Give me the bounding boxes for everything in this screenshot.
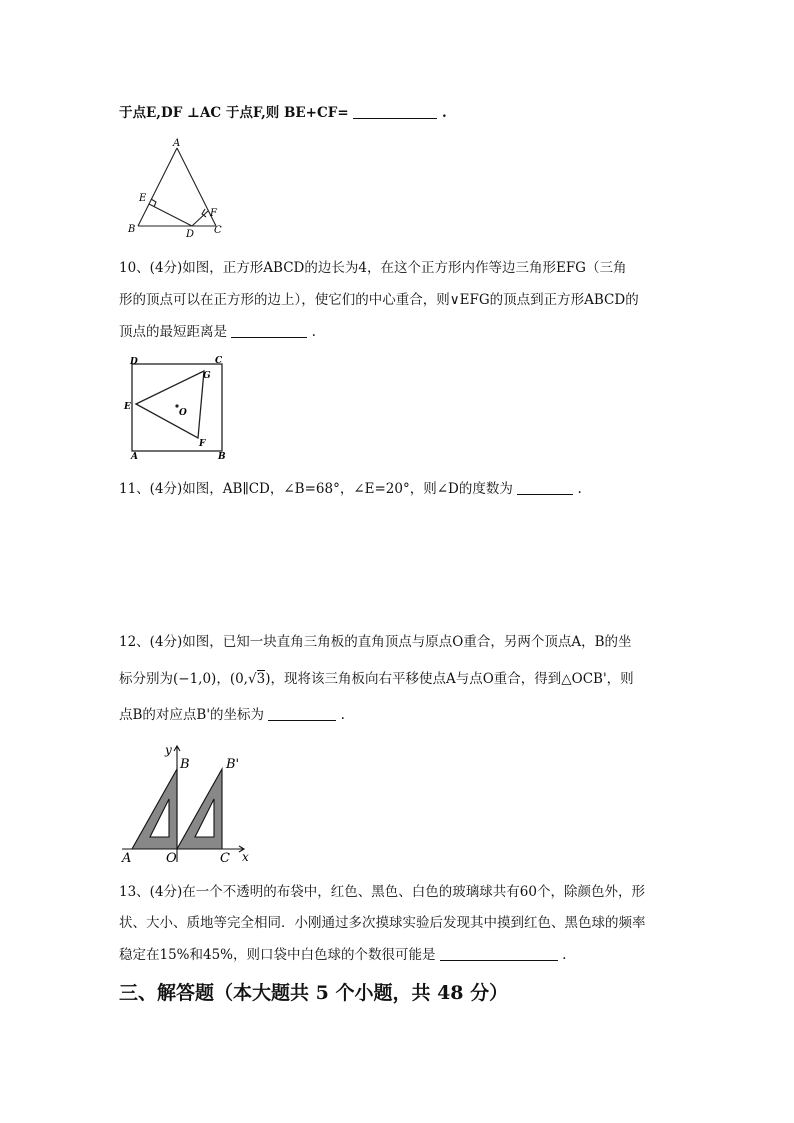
period: . bbox=[311, 324, 316, 340]
answer-blank-10[interactable] bbox=[231, 323, 307, 338]
label-a: A bbox=[122, 851, 132, 866]
question-13-line-2: 状、大小、质地等完全相同．小刚通过多次摸球实验后发现其中摸到红色、黑色球的频率 bbox=[119, 915, 646, 931]
question-12-line-1: 12、(4分)如图，已知一块直角三角板的直角顶点与原点O重合，另两个顶点A，B的坐 bbox=[119, 634, 632, 650]
label-o: O bbox=[166, 851, 177, 866]
segment-de bbox=[149, 204, 192, 226]
label-e: E bbox=[139, 193, 147, 204]
question-10-line-3 bbox=[119, 323, 316, 341]
set-square-translated bbox=[177, 769, 222, 849]
label-b: B bbox=[180, 757, 190, 772]
question-10-line-1: 10、(4分)如图，正方形ABCD的边长为4，在这个正方形内作等边三角形EFG（三角 bbox=[119, 260, 627, 276]
label-a: A bbox=[173, 138, 181, 149]
label-e: E bbox=[124, 402, 131, 412]
question-11-text: 11、(4分)如图，AB∥CD，∠B=68°，∠E=20°，则∠D的度数为 bbox=[119, 481, 513, 497]
question-11 bbox=[119, 480, 582, 498]
figure-square-triangle bbox=[118, 354, 236, 462]
label-b-prime: B' bbox=[226, 757, 240, 772]
label-b: B bbox=[218, 452, 226, 462]
label-o: O bbox=[179, 408, 187, 418]
section-3-heading: 三、解答题（本大题共 5 个小题，共 48 分） bbox=[119, 982, 509, 1004]
coordinate-a: 标分别为(−1,0)， bbox=[119, 671, 230, 687]
question-12-line-2 bbox=[119, 670, 634, 688]
period: . bbox=[577, 481, 582, 497]
figure-triangle-abc bbox=[122, 136, 232, 242]
label-d: D bbox=[186, 229, 195, 240]
label-c: C bbox=[215, 356, 223, 366]
answer-blank-13[interactable] bbox=[440, 946, 558, 961]
question-13-line-1: 13、(4分)在一个不透明的布袋中，红色、黑色、白色的玻璃球共有60个，除颜色外，形 bbox=[119, 884, 645, 900]
coordinate-b-open: (0, bbox=[229, 671, 248, 687]
label-b: B bbox=[128, 224, 136, 235]
question-12-text-cont: )，现将该三角板向右平移使点A与点O重合，得到△OCB'，则 bbox=[265, 671, 634, 687]
question-10-text: 顶点的最短距离是 bbox=[119, 324, 227, 340]
question-13-line-3 bbox=[119, 946, 566, 964]
label-f: F bbox=[199, 439, 206, 449]
answer-blank-9[interactable] bbox=[353, 104, 437, 119]
set-square-original bbox=[132, 769, 177, 849]
question-12-line-3 bbox=[119, 706, 345, 724]
question-10-line-2: 形的顶点可以在正方形的边上），使它们的中心重合，则∨EFG的顶点到正方形ABCD的 bbox=[119, 292, 639, 308]
question-12-text: 点B的对应点B'的坐标为 bbox=[119, 707, 265, 723]
label-x: x bbox=[242, 850, 249, 864]
question-13-text: 稳定在15%和45%，则口袋中白色球的个数很可能是 bbox=[119, 947, 436, 963]
label-c: C bbox=[214, 225, 222, 236]
label-a: A bbox=[131, 452, 138, 462]
period: . bbox=[562, 947, 567, 963]
answer-blank-12[interactable] bbox=[268, 706, 336, 721]
question-9-tail bbox=[119, 104, 447, 122]
label-c: C bbox=[220, 851, 230, 866]
label-f: F bbox=[210, 208, 217, 219]
period: . bbox=[442, 105, 447, 121]
period: . bbox=[340, 707, 345, 723]
label-g: G bbox=[203, 371, 211, 381]
sqrt-symbol: √3 bbox=[247, 671, 266, 687]
label-y: y bbox=[165, 743, 172, 757]
edge-ab bbox=[138, 148, 177, 226]
question-9-text: 于点E,DF ⊥AC 于点F,则 BE+CF= bbox=[119, 105, 349, 121]
sqrt-radicand: 3 bbox=[256, 671, 266, 687]
triangle-efg bbox=[136, 371, 204, 438]
segment-df bbox=[192, 211, 208, 226]
answer-blank-11[interactable] bbox=[517, 480, 573, 495]
label-d: D bbox=[130, 357, 138, 367]
figure-set-squares bbox=[118, 740, 263, 868]
